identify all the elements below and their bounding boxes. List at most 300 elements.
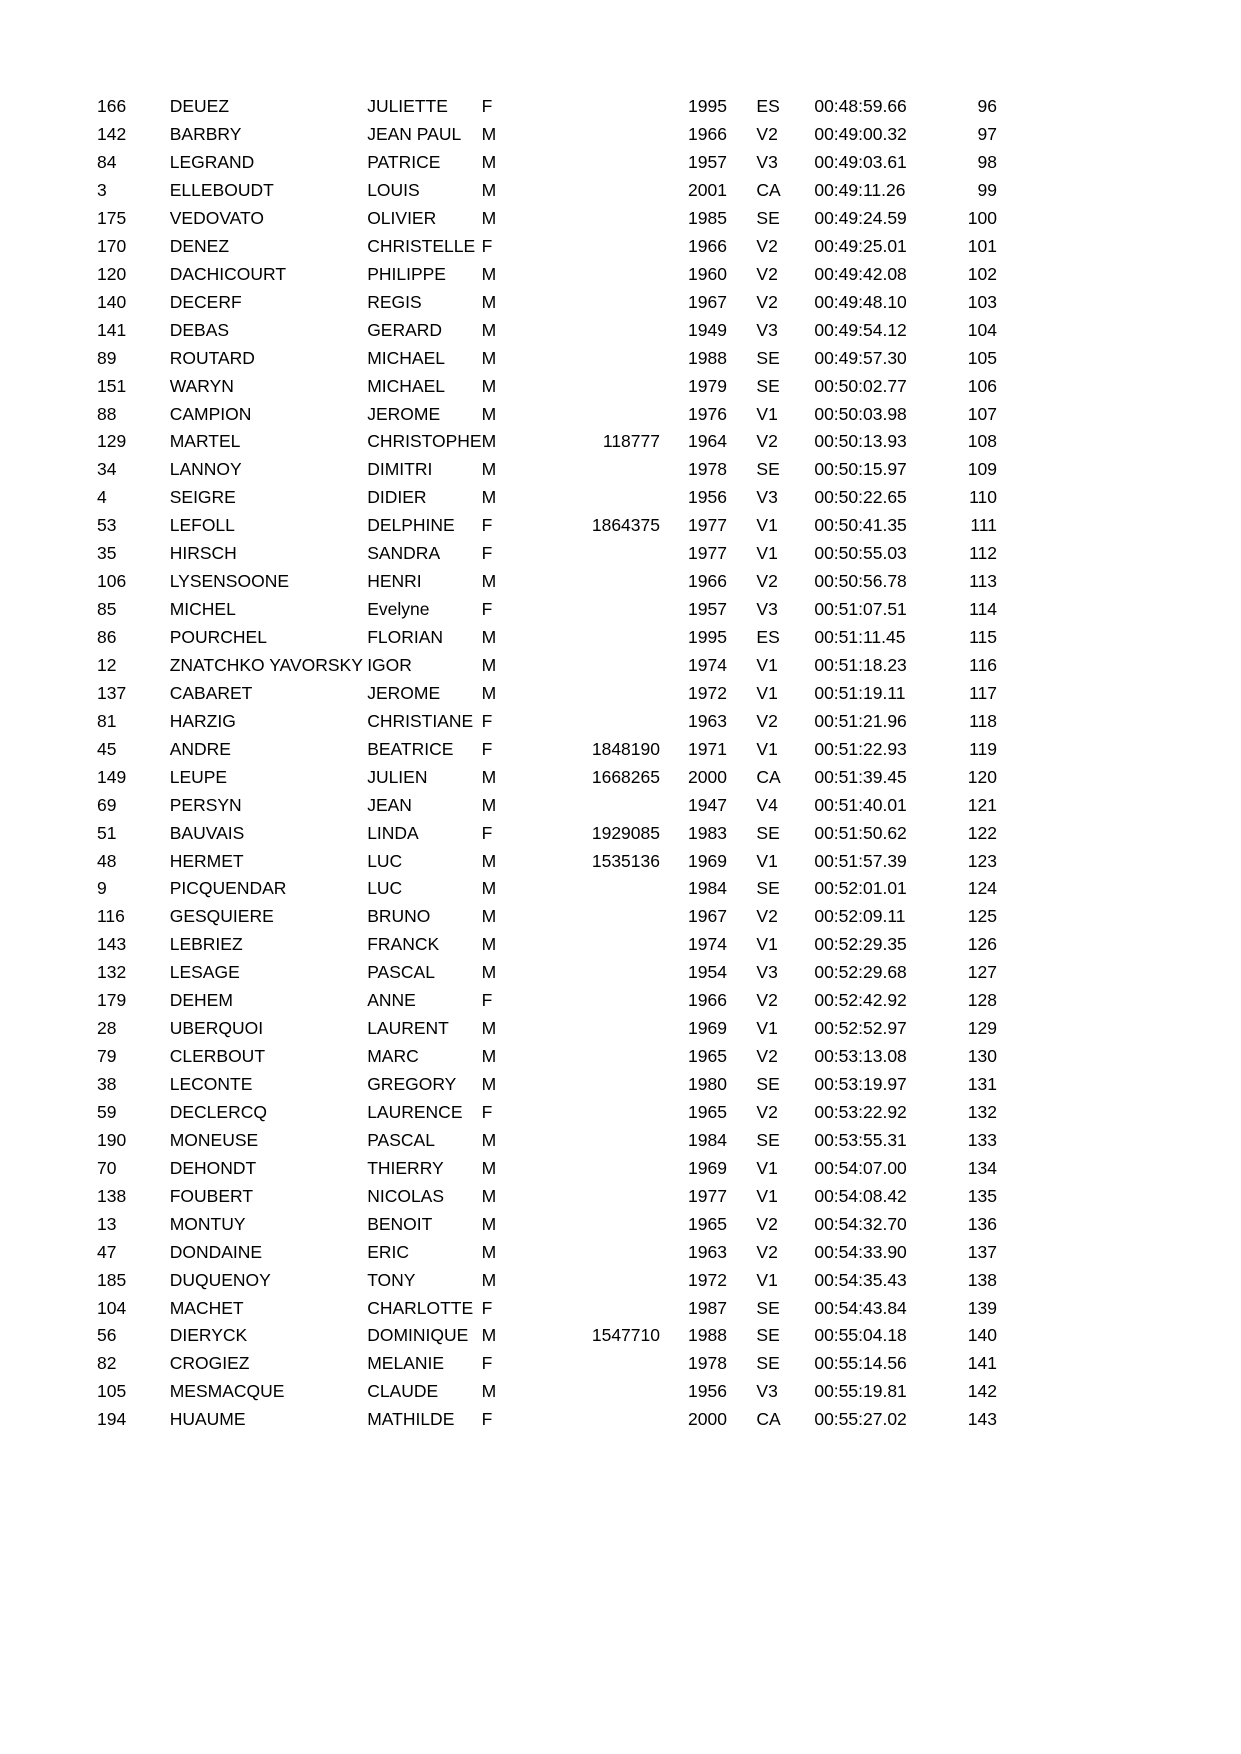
cell-license [547,680,666,708]
table-row [97,1015,997,1043]
cell-first-name: Evelyne [367,599,430,620]
cell-license [547,540,666,568]
cell-gender: F [481,738,493,759]
cell-bib: 151 [97,375,127,396]
cell-last-name: DENEZ [169,235,230,256]
cell-rank: 141 [967,1353,997,1374]
table-row [97,736,997,764]
table-row [97,903,997,931]
cell-last-name: CAMPION [169,403,252,424]
cell-category: SE [756,207,780,228]
cell-time: 00:50:02.77 [814,375,907,396]
cell-rank: 135 [967,1185,997,1206]
cell-gender: M [481,1325,497,1346]
cell-gender: F [481,599,493,620]
cell-gender: M [481,1129,497,1150]
cell-rank: 122 [967,822,997,843]
table-row [97,512,997,540]
cell-license [547,149,666,177]
cell-first-name: DOMINIQUE [367,1325,469,1346]
cell-bib: 86 [97,627,117,648]
cell-time: 00:53:22.92 [814,1101,907,1122]
cell-gender: M [481,934,497,955]
cell-birth-year: 1957 [688,152,727,173]
cell-license [547,1378,666,1406]
cell-license: 1848190 [591,738,660,759]
cell-gender: M [481,1018,497,1039]
cell-first-name: FRANCK [367,934,440,955]
cell-last-name: POURCHEL [169,627,267,648]
cell-bib: 82 [97,1353,117,1374]
cell-first-name: TONY [367,1269,416,1290]
cell-last-name: LESAGE [169,962,240,983]
cell-first-name: CHARLOTTE [367,1297,474,1318]
cell-birth-year: 1995 [688,96,727,117]
cell-bib: 13 [97,1213,117,1234]
cell-birth-year: 1963 [688,710,727,731]
table-row [97,1322,997,1350]
cell-bib: 185 [97,1269,127,1290]
cell-time: 00:54:43.84 [814,1297,907,1318]
cell-birth-year: 1971 [688,738,727,759]
cell-gender: M [481,1381,497,1402]
cell-birth-year: 1977 [688,543,727,564]
table-row [97,93,997,121]
cell-license [547,624,666,652]
cell-bib: 4 [97,487,107,508]
cell-first-name: GERARD [367,319,443,340]
cell-first-name: GREGORY [367,1074,457,1095]
cell-bib: 170 [97,235,127,256]
cell-category: V2 [756,1241,778,1262]
cell-bib: 3 [97,180,107,201]
cell-birth-year: 1974 [688,934,727,955]
cell-license [547,1155,666,1183]
table-row [97,540,997,568]
cell-bib: 48 [97,850,117,871]
table-row [97,1099,997,1127]
cell-category: SE [756,1297,780,1318]
cell-last-name: BARBRY [169,124,242,145]
cell-first-name: LAURENCE [367,1101,463,1122]
cell-last-name: LYSENSOONE [169,571,290,592]
cell-last-name: PERSYN [169,794,242,815]
cell-category: CA [756,1409,781,1430]
cell-license [547,1238,666,1266]
cell-license: 1668265 [591,766,660,787]
cell-birth-year: 1995 [688,627,727,648]
cell-gender: M [481,1157,497,1178]
cell-license [547,233,666,261]
cell-time: 00:49:42.08 [814,263,907,284]
cell-birth-year: 1967 [688,906,727,927]
cell-birth-year: 1960 [688,263,727,284]
cell-category: SE [756,1074,780,1095]
cell-first-name: JULIEN [367,766,428,787]
cell-first-name: BEATRICE [367,738,454,759]
cell-time: 00:50:56.78 [814,571,907,592]
cell-category: V3 [756,319,778,340]
cell-bib: 88 [97,403,117,424]
cell-rank: 134 [967,1157,997,1178]
cell-last-name: DIERYCK [169,1325,248,1346]
cell-last-name: CABARET [169,682,253,703]
table-row [97,205,997,233]
cell-time: 00:51:18.23 [814,654,907,675]
cell-first-name: HENRI [367,571,422,592]
cell-gender: M [481,459,497,480]
cell-category: SE [756,1129,780,1150]
cell-time: 00:53:55.31 [814,1129,907,1150]
cell-bib: 69 [97,794,117,815]
table-row [97,1127,997,1155]
cell-birth-year: 1965 [688,1101,727,1122]
cell-bib: 194 [97,1409,127,1430]
cell-license [547,708,666,736]
cell-gender: M [481,375,497,396]
cell-license [547,484,666,512]
cell-bib: 89 [97,347,117,368]
cell-birth-year: 1972 [688,682,727,703]
cell-time: 00:50:15.97 [814,459,907,480]
cell-gender: M [481,403,497,424]
table-row [97,1183,997,1211]
cell-last-name: DACHICOURT [169,263,287,284]
table-row [97,1266,997,1294]
cell-birth-year: 1977 [688,1185,727,1206]
cell-time: 00:51:39.45 [814,766,907,787]
cell-category: V3 [756,487,778,508]
cell-category: V2 [756,431,778,452]
cell-rank: 96 [977,96,997,117]
cell-license [547,875,666,903]
cell-license [547,568,666,596]
cell-first-name: MICHAEL [367,347,445,368]
cell-birth-year: 1947 [688,794,727,815]
cell-category: SE [756,347,780,368]
cell-birth-year: 1963 [688,1241,727,1262]
cell-birth-year: 1954 [688,962,727,983]
cell-last-name: DECLERCQ [169,1101,267,1122]
cell-gender: M [481,627,497,648]
cell-bib: 105 [97,1381,127,1402]
cell-license [547,1266,666,1294]
cell-bib: 34 [97,459,117,480]
cell-gender: M [481,962,497,983]
cell-last-name: MONTUY [169,1213,246,1234]
cell-time: 00:54:32.70 [814,1213,907,1234]
cell-time: 00:53:19.97 [814,1074,907,1095]
table-row [97,1406,997,1434]
table-row [97,121,997,149]
cell-bib: 56 [97,1325,117,1346]
cell-time: 00:49:24.59 [814,207,907,228]
cell-license [547,1183,666,1211]
cell-last-name: BAUVAIS [169,822,245,843]
cell-last-name: ELLEBOUDT [169,180,274,201]
cell-time: 00:49:03.61 [814,152,907,173]
cell-gender: M [481,794,497,815]
cell-last-name: HUAUME [169,1409,246,1430]
table-row [97,456,997,484]
cell-rank: 133 [967,1129,997,1150]
cell-license [547,903,666,931]
cell-license [547,289,666,317]
cell-category: V2 [756,291,778,312]
cell-rank: 120 [967,766,997,787]
cell-bib: 59 [97,1101,117,1122]
cell-birth-year: 1967 [688,291,727,312]
cell-birth-year: 2000 [688,766,727,787]
cell-rank: 124 [967,878,997,899]
cell-category: V2 [756,1046,778,1067]
cell-rank: 127 [967,962,997,983]
cell-time: 00:51:22.93 [814,738,907,759]
cell-last-name: MICHEL [169,599,236,620]
cell-license [547,1043,666,1071]
cell-category: ES [756,96,780,117]
cell-gender: F [481,96,493,117]
cell-birth-year: 1969 [688,850,727,871]
table-row [97,484,997,512]
cell-gender: F [481,235,493,256]
cell-gender: M [481,906,497,927]
cell-first-name: NICOLAS [367,1185,445,1206]
cell-last-name: CLERBOUT [169,1046,266,1067]
cell-rank: 116 [969,654,997,675]
cell-gender: M [481,124,497,145]
cell-time: 00:49:25.01 [814,235,907,256]
cell-rank: 115 [969,627,997,648]
race-results-table [97,93,997,1434]
cell-first-name: BENOIT [367,1213,433,1234]
cell-last-name: ZNATCHKO YAVORSKY [169,654,363,675]
cell-bib: 85 [97,599,117,620]
cell-time: 00:55:04.18 [814,1325,907,1346]
cell-birth-year: 1979 [688,375,727,396]
cell-last-name: PICQUENDAR [169,878,287,899]
cell-bib: 104 [97,1297,127,1318]
cell-first-name: REGIS [367,291,422,312]
cell-rank: 112 [969,543,997,564]
cell-last-name: MESMACQUE [169,1381,285,1402]
cell-bib: 138 [97,1185,127,1206]
cell-birth-year: 1978 [688,1353,727,1374]
cell-category: V3 [756,152,778,173]
cell-rank: 140 [967,1325,997,1346]
cell-time: 00:51:50.62 [814,822,907,843]
cell-rank: 108 [967,431,997,452]
table-row [97,1071,997,1099]
cell-time: 00:52:09.11 [814,906,906,927]
cell-first-name: DIMITRI [367,459,433,480]
cell-license [547,596,666,624]
cell-license [547,1127,666,1155]
table-row [97,261,997,289]
cell-birth-year: 1984 [688,1129,727,1150]
cell-birth-year: 1988 [688,347,727,368]
cell-last-name: DECERF [169,291,242,312]
cell-bib: 38 [97,1074,117,1095]
cell-gender: M [481,291,497,312]
cell-license: 1864375 [591,515,660,536]
cell-rank: 119 [969,738,997,759]
cell-gender: F [481,515,493,536]
cell-gender: M [481,571,497,592]
cell-last-name: MARTEL [169,431,241,452]
cell-license [547,1211,666,1239]
table-row [97,596,997,624]
cell-gender: F [481,1409,493,1430]
cell-license [547,931,666,959]
cell-license [547,372,666,400]
cell-gender: M [481,487,497,508]
cell-time: 00:55:14.56 [814,1353,907,1374]
cell-first-name: JEAN PAUL [367,124,462,145]
cell-time: 00:51:11.45 [814,627,906,648]
cell-bib: 190 [97,1129,127,1150]
cell-rank: 113 [969,571,997,592]
cell-bib: 35 [97,543,117,564]
cell-category: V2 [756,571,778,592]
cell-first-name: BRUNO [367,906,431,927]
cell-gender: M [481,1074,497,1095]
cell-first-name: JEROME [367,403,441,424]
cell-last-name: DEBAS [169,319,230,340]
cell-category: V2 [756,906,778,927]
cell-first-name: ERIC [367,1241,409,1262]
cell-license [547,261,666,289]
cell-bib: 140 [97,291,127,312]
cell-last-name: LECONTE [169,1074,253,1095]
table-row [97,1155,997,1183]
cell-gender: F [481,1353,493,1374]
cell-last-name: FOUBERT [169,1185,254,1206]
cell-last-name: ROUTARD [169,347,255,368]
cell-first-name: LAURENT [367,1018,449,1039]
cell-license [547,1294,666,1322]
cell-first-name: MATHILDE [367,1409,455,1430]
cell-time: 00:50:13.93 [814,431,907,452]
table-row [97,177,997,205]
cell-first-name: LINDA [367,822,419,843]
cell-license [547,652,666,680]
table-row [97,317,997,345]
cell-birth-year: 1972 [688,1269,727,1290]
cell-first-name: PHILIPPE [367,263,446,284]
cell-first-name: LOUIS [367,180,420,201]
cell-bib: 120 [97,263,127,284]
cell-gender: M [481,682,497,703]
cell-time: 00:54:07.00 [814,1157,907,1178]
cell-category: V2 [756,1101,778,1122]
table-row [97,875,997,903]
cell-last-name: DEHONDT [169,1157,257,1178]
cell-birth-year: 1965 [688,1046,727,1067]
cell-time: 00:51:07.51 [814,599,907,620]
cell-time: 00:54:35.43 [814,1269,907,1290]
cell-license [547,121,666,149]
cell-category: V3 [756,1381,778,1402]
table-row [97,791,997,819]
cell-time: 00:53:13.08 [814,1046,907,1067]
cell-rank: 97 [977,124,997,145]
cell-category: V1 [756,403,778,424]
cell-rank: 121 [967,794,997,815]
table-row [97,987,997,1015]
cell-license [547,456,666,484]
cell-first-name: MICHAEL [367,375,445,396]
results-table-body [97,93,997,1434]
cell-rank: 139 [967,1297,997,1318]
cell-category: V2 [756,124,778,145]
cell-license [547,344,666,372]
cell-birth-year: 1977 [688,515,727,536]
cell-birth-year: 1966 [688,235,727,256]
cell-first-name: MARC [367,1046,419,1067]
cell-rank: 128 [967,990,997,1011]
cell-rank: 132 [967,1101,997,1122]
cell-birth-year: 1984 [688,878,727,899]
cell-category: V1 [756,934,778,955]
cell-bib: 45 [97,738,117,759]
cell-time: 00:54:08.42 [814,1185,907,1206]
cell-rank: 136 [967,1213,997,1234]
cell-category: V1 [756,1018,778,1039]
cell-rank: 137 [967,1241,997,1262]
cell-rank: 99 [977,180,997,201]
cell-gender: M [481,850,497,871]
cell-category: V2 [756,710,778,731]
table-row [97,372,997,400]
table-row [97,1294,997,1322]
cell-first-name: PASCAL [367,962,435,983]
cell-birth-year: 1980 [688,1074,727,1095]
cell-bib: 79 [97,1046,117,1067]
cell-first-name: DIDIER [367,487,427,508]
cell-birth-year: 1978 [688,459,727,480]
cell-gender: M [481,1185,497,1206]
cell-license [547,205,666,233]
cell-category: SE [756,878,780,899]
table-row [97,233,997,261]
cell-last-name: DUQUENOY [169,1269,271,1290]
cell-category: V2 [756,990,778,1011]
cell-category: SE [756,1353,780,1374]
cell-bib: 129 [97,431,127,452]
cell-last-name: HARZIG [169,710,236,731]
cell-category: V3 [756,599,778,620]
table-row [97,680,997,708]
table-row [97,819,997,847]
cell-last-name: MACHET [169,1297,244,1318]
cell-category: V1 [756,515,778,536]
cell-gender: F [481,822,493,843]
cell-rank: 104 [967,319,997,340]
cell-category: V2 [756,235,778,256]
cell-time: 00:54:33.90 [814,1241,907,1262]
cell-last-name: ANDRE [169,738,231,759]
cell-last-name: CROGIEZ [169,1353,250,1374]
cell-time: 00:50:41.35 [814,515,907,536]
cell-birth-year: 1987 [688,1297,727,1318]
cell-birth-year: 1964 [688,431,727,452]
cell-rank: 103 [967,291,997,312]
table-row [97,289,997,317]
cell-last-name: LANNOY [169,459,242,480]
cell-last-name: DONDAINE [169,1241,263,1262]
cell-rank: 142 [967,1381,997,1402]
